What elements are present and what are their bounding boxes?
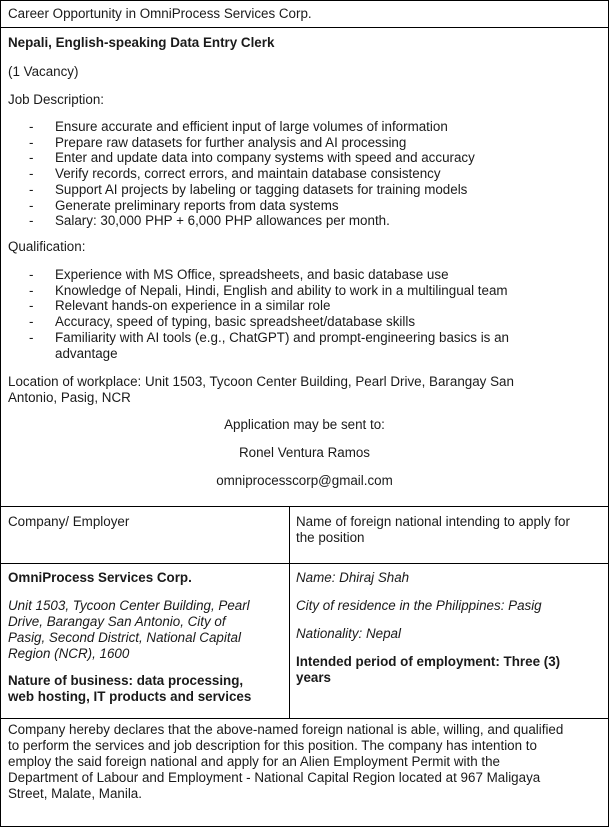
company-address-line: Drive, Barangay San Antonio, City of xyxy=(8,614,226,629)
list-item: - Ensure accurate and efficient input of large volumes of information xyxy=(29,119,448,134)
list-item: - Relevant hands-on experience in a similar role xyxy=(29,298,331,314)
company-address-line: Region (NCR), 1600 xyxy=(8,646,130,661)
applicant-column-header-line-1: Name of foreign national intending to apply for xyxy=(296,514,570,529)
company-column-header: Company/ Employer xyxy=(8,514,130,529)
declaration-line: employ the said foreign national and apply for an Alien Employment Permit with the xyxy=(8,754,501,769)
list-item: - Support AI projects by labeling or tagging datasets for training models xyxy=(29,181,468,197)
job-details-section xyxy=(1,28,608,507)
page-title: Career Opportunity in OmniProcess Services Corp. xyxy=(8,6,312,21)
declaration-line: Department of Labour and Employment - National Capital Region located at 967 Maligaya xyxy=(8,770,541,785)
list-item: - Experience with MS Office, spreadsheets, and basic database use xyxy=(29,267,449,282)
application-label: Application may be sent to: xyxy=(224,417,385,432)
applicant-column-header-line-2: the position xyxy=(296,530,365,545)
vacancy-count: (1 Vacancy) xyxy=(8,64,79,79)
qualification-list xyxy=(29,267,509,361)
contact-name: Ronel Ventura Ramos xyxy=(238,445,370,460)
list-item: - Verify records, correct errors, and maintain database consistency xyxy=(29,166,441,182)
company-address-line: Unit 1503, Tycoon Center Building, Pearl xyxy=(8,598,250,613)
declaration-line: to perform the services and job description for this position. The company has intention to xyxy=(8,738,537,753)
list-item: - Knowledge of Nepali, Hindi, English and ability to work in a multilingual team xyxy=(29,282,508,298)
list-item: - Enter and update data into company systems with speed and accuracy xyxy=(29,150,475,166)
list-item: - Salary: 30,000 PHP + 6,000 PHP allowances per month. xyxy=(29,213,390,229)
employment-period-line-1: Intended period of employment: Three (3) xyxy=(296,654,561,669)
applicant-city: City of residence in the Philippines: Pasig xyxy=(296,598,542,613)
company-address-line: Pasig, Second District, National Capital xyxy=(8,630,241,645)
business-nature-line-2: web hosting, IT products and services xyxy=(8,689,252,704)
list-item: - Familiarity with AI tools (e.g., ChatGPT) and prompt-engineering basics is an xyxy=(29,329,509,345)
header-row xyxy=(1,1,608,28)
declaration-line: Street, Malate, Manila. xyxy=(8,786,142,801)
row-divider xyxy=(1,563,608,564)
employment-period-line-2: years xyxy=(296,670,332,685)
list-item: - Generate preliminary reports from data systems xyxy=(29,197,339,213)
location-line-1: Location of workplace: Unit 1503, Tycoon Center Building, Pearl Drive, Barangay San xyxy=(8,374,514,389)
applicant-nationality: Nationality: Nepal xyxy=(296,626,401,641)
list-item: - Prepare raw datasets for further analysis and AI processing xyxy=(29,134,407,150)
job-description-label: Job Description: xyxy=(8,92,105,107)
location-line-2: Antonio, Pasig, NCR xyxy=(8,390,131,405)
declaration-line: Company hereby declares that the above-named foreign national is able, willing, and qualified xyxy=(8,722,564,737)
column-divider xyxy=(289,507,290,718)
contact-email: omniprocesscorp@gmail.com xyxy=(216,473,393,488)
list-item: - Accuracy, speed of typing, basic spreadsheet/database skills xyxy=(29,314,416,330)
applicant-name: Name: Dhiraj Shah xyxy=(296,570,410,585)
company-name: OmniProcess Services Corp. xyxy=(8,570,192,585)
position-title: Nepali, English-speaking Data Entry Clerk xyxy=(8,35,275,50)
employer-applicant-table xyxy=(1,507,608,719)
qualification-label: Qualification: xyxy=(8,239,86,254)
job-description-list xyxy=(29,119,475,229)
declaration-paragraph xyxy=(8,722,604,802)
list-item-continuation: advantage xyxy=(55,345,118,361)
business-nature-line-1: Nature of business: data processing, xyxy=(8,673,244,688)
